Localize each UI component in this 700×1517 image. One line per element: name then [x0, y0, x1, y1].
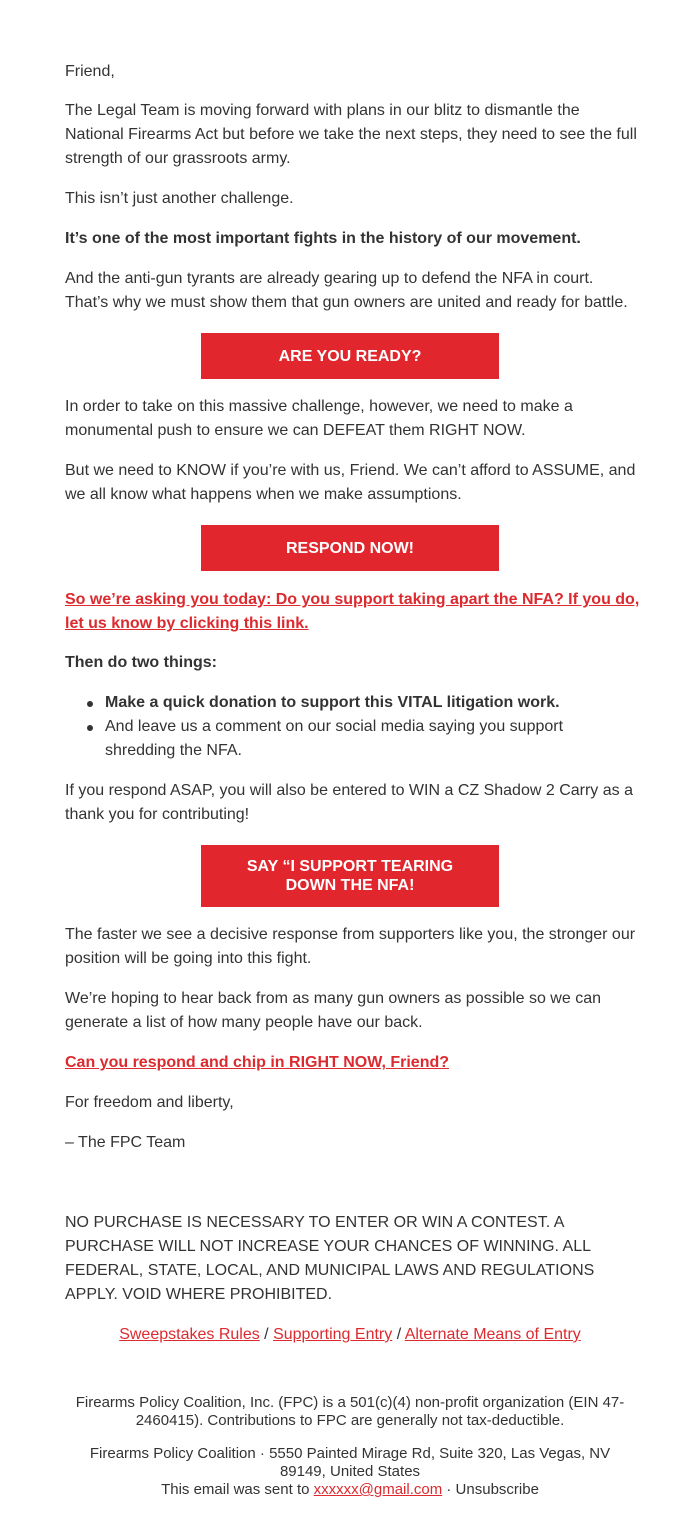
sweepstakes-rules-link[interactable]: Sweepstakes Rules	[119, 1326, 260, 1343]
paragraph-contest: If you respond ASAP, you will also be entered to WIN a CZ Shadow 2 Carry as a thank you for contributing!	[65, 782, 633, 823]
recipient-email-link[interactable]: xxxxxx@gmail.com	[313, 1481, 443, 1498]
footer-org-info: Firearms Policy Coalition, Inc. (FPC) is a 501(c)(4) non-profit organization (EIN 47-2460415). Contributions to FPC are generally not tax-deductible.	[75, 1394, 625, 1429]
paragraph-challenge: This isn’t just another challenge.	[65, 190, 294, 207]
list-item: Make a quick donation to support this VITAL litigation work.	[87, 691, 567, 715]
unsubscribe-link[interactable]: Unsubscribe	[455, 1481, 539, 1498]
separator: ·	[442, 1481, 456, 1498]
support-nfa-link[interactable]: So we’re asking you today: Do you support taking apart the NFA? If you do, let us know by clicking this link.	[65, 591, 640, 632]
chip-in-link[interactable]: Can you respond and chip in RIGHT NOW, Friend?	[65, 1054, 450, 1071]
greeting: Friend,	[65, 63, 115, 80]
footer-address: Firearms Policy Coalition · 5550 Painted Mirage Rd, Suite 320, Las Vegas, NV 89149, United States	[89, 1445, 611, 1480]
paragraph-know-if-with-us: But we need to KNOW if you’re with us, Friend. We can’t afford to ASSUME, and we all know what happens when we make assumptions.	[65, 462, 636, 503]
support-tearing-down-nfa-button[interactable]: SAY “I SUPPORT TEARING DOWN THE NFA!	[201, 845, 499, 907]
paragraph-tyrants: And the anti-gun tyrants are already gearing up to defend the NFA in court. That’s why we must show them that gun owners are united and ready for battle.	[65, 270, 628, 311]
paragraph-intro: The Legal Team is moving forward with plans in our blitz to dismantle the National Firearms Act but before we take the next steps, they need to see the full strength of our grassroots army.	[65, 102, 637, 167]
supporting-entry-link[interactable]: Supporting Entry	[273, 1326, 393, 1343]
signature: – The FPC Team	[65, 1134, 186, 1151]
paragraph-massive-challenge: In order to take on this massive challenge, however, we need to make a monumental push to ensure we can DEFEAT them RIGHT NOW.	[65, 398, 573, 439]
sent-to-label: This email was sent to	[161, 1481, 314, 1498]
paragraph-decisive-response: The faster we see a decisive response from supporters like you, the stronger our position will be going into this fight.	[65, 926, 636, 967]
list-item: And leave us a comment on our social media saying you support shredding the NFA.	[87, 715, 567, 763]
support-nfa-link-paragraph	[65, 588, 640, 636]
paragraph-two-things: Then do two things:	[65, 654, 217, 671]
footer-sent-to	[65, 1481, 635, 1499]
paragraph-important-fight: It’s one of the most important fights in the history of our movement.	[65, 230, 581, 247]
signoff: For freedom and liberty,	[65, 1094, 234, 1111]
separator: /	[392, 1326, 405, 1343]
paragraph-hear-back: We’re hoping to hear back from as many gun owners as possible so we can generate a list of how many people have our back.	[65, 990, 601, 1031]
respond-now-button[interactable]: RESPOND NOW!	[201, 525, 499, 571]
alternate-entry-link[interactable]: Alternate Means of Entry	[404, 1326, 581, 1343]
two-things-list	[87, 691, 567, 763]
are-you-ready-button[interactable]: ARE YOU READY?	[201, 333, 499, 379]
separator: /	[259, 1326, 274, 1343]
chip-in-link-paragraph	[65, 1051, 640, 1075]
rules-links	[65, 1323, 635, 1347]
contest-disclaimer: NO PURCHASE IS NECESSARY TO ENTER OR WIN A CONTEST. A PURCHASE WILL NOT INCREASE YOUR CHANCES OF WINNING. ALL FEDERAL, STATE, LOCAL, AND MUNICIPAL LAWS AND REGULATIONS APPLY. VOID WHERE PROHIBITED.	[65, 1214, 595, 1303]
